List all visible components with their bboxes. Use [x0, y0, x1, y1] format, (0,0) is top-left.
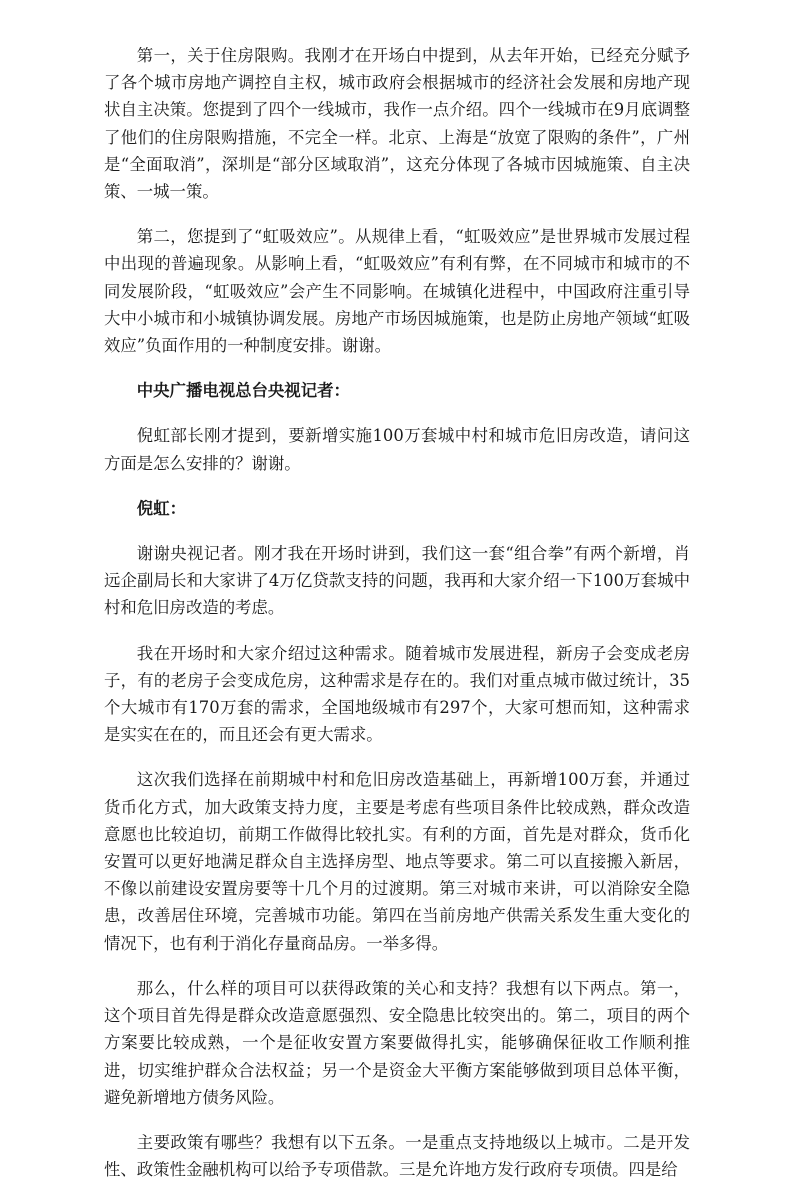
paragraph-reporter-question: 倪虹部长刚才提到，要新增实施100万套城中村和城市危旧房改造，请问这方面是怎么安排的？谢谢。: [104, 426, 690, 473]
paragraph-answer-intro: 谢谢央视记者。刚才我在开场时讲到，我们这一套“组合拳”有两个新增，肖远企副局长和大家讲了4万亿贷款支持的问题，我再和大家介绍一下100万套城中村和危旧房改造的考虑。: [104, 544, 690, 618]
paragraph-demand: 我在开场时和大家介绍过这种需求。随着城市发展进程，新房子会变成老房子，有的老房子会变成危房，这种需求是存在的。我们对重点城市做过统计，35个大城市有170万套的需求，全国地级城市有297个，大家可想而知，这种需求是实实在在的，而且还会有更大需求。: [104, 643, 690, 745]
speaker-cctv-reporter: 中央广播电视总台央视记者：: [136, 381, 350, 401]
document-page: [104, 42, 690, 1201]
paragraph-monetized-resettlement: 这次我们选择在前期城中村和危旧房改造基础上，再新增100万套，并通过货币化方式，加大政策支持力度，主要是考虑有些项目条件比较成熟，群众改造意愿也比较迫切，前期工作做得比较扎实。有利的方面，首先是对群众，货币化安置可以更好地满足群众自主选择房型、地点等要求。第二可以直接搬入新居，不像以前建设安置房要等十几个月的过渡期。第三对城市来讲，可以消除安全隐患，改善居住环境，完善城市功能。第四在当前房地产供需关系发生重大变化的情况下，也有利于消化存量商品房。一举多得。: [104, 770, 690, 953]
paragraph-main-policies: 主要政策有哪些？我想有以下五条。一是重点支持地级以上城市。二是开发性、政策性金融机构可以给予专项借款。三是允许地方发行政府专项债。四是给: [104, 1132, 690, 1180]
speaker-ni-hong: 倪虹：: [136, 498, 186, 518]
paragraph-project-criteria: 那么，什么样的项目可以获得政策的关心和支持？我想有以下两点。第一，这个项目首先得是群众改造意愿强烈、安全隐患比较突出的。第二，项目的两个方案要比较成熟，一个是征收安置方案要做得扎实，能够确保征收工作顺利推进，切实维护群众合法权益；另一个是资金大平衡方案能够做到项目总体平衡，避免新增地方债务风险。: [104, 978, 690, 1107]
paragraph-siphon-effect: 第二，您提到了“虹吸效应”。从规律上看，“虹吸效应”是世界城市发展过程中出现的普遍现象。从影响上看，“虹吸效应”有利有弊，在不同城市和城市的不同发展阶段，“虹吸效应”会产生不同影响。在城镇化进程中，中国政府注重引导大中小城市和小城镇协调发展。房地产市场因城施策，也是防止房地产领域“虹吸效应”负面作用的一种制度安排。谢谢。: [104, 227, 690, 356]
paragraph-housing-purchase-restriction: 第一，关于住房限购。我刚才在开场白中提到，从去年开始，已经充分赋予了各个城市房地产调控自主权，城市政府会根据城市的经济社会发展和房地产现状自主决策。您提到了四个一线城市，我作一点介绍。四个一线城市在9月底调整了他们的住房限购措施，不完全一样。北京、上海是“放宽了限购的条件”，广州是“全面取消”，深圳是“部分区域取消”，这充分体现了各城市因城施策、自主决策、一城一策。: [104, 46, 690, 202]
